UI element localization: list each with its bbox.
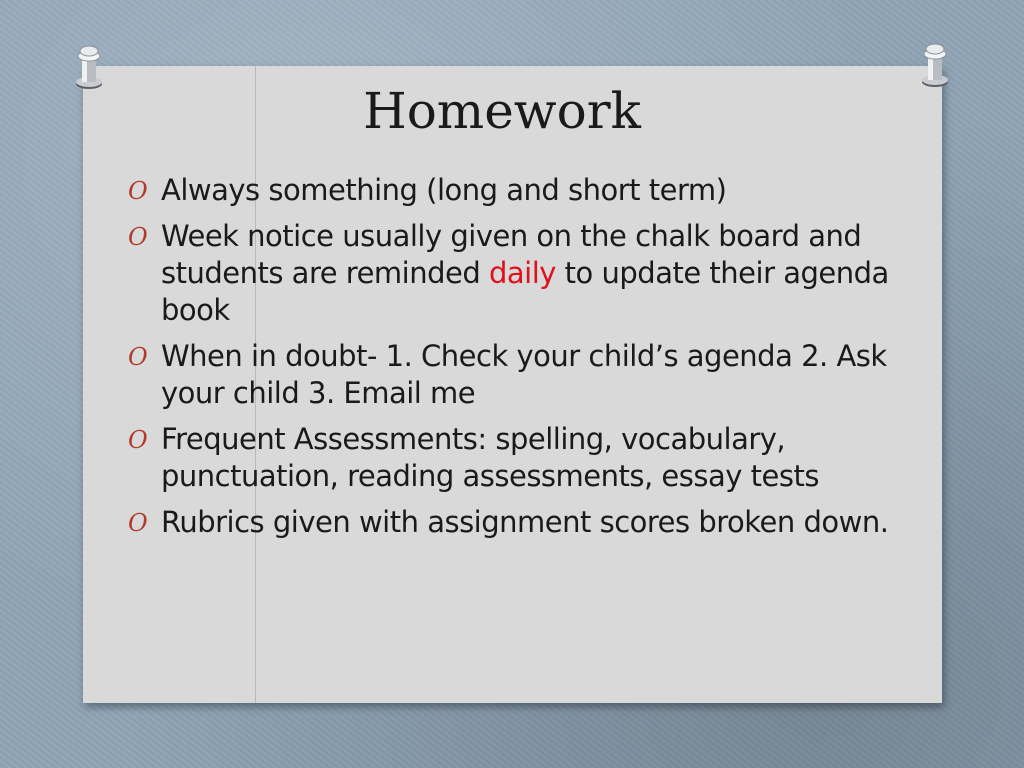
bullet-item: [128, 172, 918, 209]
bullet-marker-icon: O: [128, 426, 148, 454]
bullet-item: [128, 338, 918, 412]
bullet-item: [128, 421, 918, 495]
highlighted-word: daily: [489, 256, 556, 290]
bullet-text: Rubrics given with assignment scores broken down.: [161, 505, 889, 539]
bullet-marker-icon: O: [128, 343, 148, 371]
bullet-text-before: Week notice usually given on the chalk board and students are reminded: [161, 219, 862, 290]
bullet-text: Always something (long and short term): [161, 173, 727, 207]
push-pin-icon: [72, 42, 106, 90]
bullet-text: Frequent Assessments: spelling, vocabulary, punctuation, reading assessments, essay tests: [161, 422, 819, 493]
slide-title: Homework: [363, 82, 641, 140]
bullet-item: [128, 218, 918, 329]
bullet-marker-icon: O: [128, 509, 148, 537]
bullet-text-after: to update their agenda book: [161, 256, 889, 327]
bullet-text: When in doubt- 1. Check your child’s agenda 2. Ask your child 3. Email me: [161, 339, 887, 410]
bullet-marker-icon: O: [128, 223, 148, 251]
bullet-list: [128, 172, 918, 550]
bullet-marker-icon: O: [128, 177, 148, 205]
bullet-item: [128, 504, 918, 541]
push-pin-icon: [918, 40, 952, 88]
